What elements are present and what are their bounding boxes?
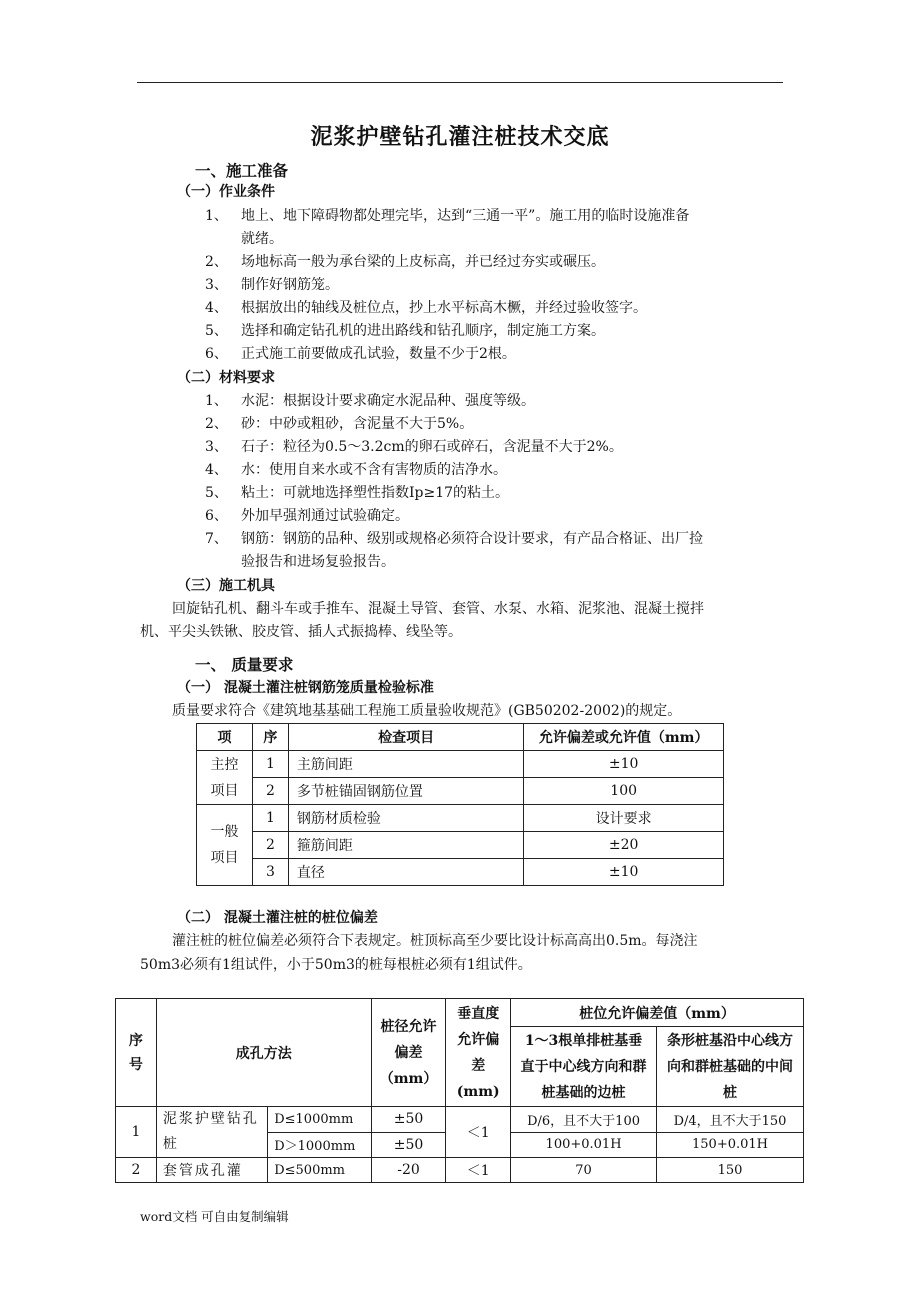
method-cell: 泥浆护壁钻孔桩 xyxy=(156,1107,267,1158)
list-item: 5、 选择和确定钻孔机的进出路线和钻孔顺序，制定施工方案。 xyxy=(205,323,605,339)
col-header: 检查项目 xyxy=(288,724,523,751)
seq-cell: 1 xyxy=(116,1107,157,1158)
seq-cell: 2 xyxy=(252,778,288,805)
vert-cell: ＜1 xyxy=(446,1158,511,1183)
list-item-cont: 就绪。 xyxy=(241,231,283,247)
paragraph-line: 50m3必须有1组试件，小于50m3的桩每根桩必须有1组试件。 xyxy=(140,957,532,973)
list-item-cont: 验报告和进场复验报告。 xyxy=(241,554,395,570)
seq-cell: 2 xyxy=(252,832,288,859)
edge-cell: 70 xyxy=(511,1158,657,1183)
condition-cell: D≤1000mm xyxy=(268,1107,371,1133)
sub3-heading: （三）施工机具 xyxy=(177,578,275,594)
mid-cell: D/4，且不大于150 xyxy=(657,1107,804,1133)
diam-cell: ±50 xyxy=(371,1132,446,1158)
col-header: 条形桩基沿中心线方向和群桩基础的中间桩 xyxy=(657,1027,804,1107)
edge-cell: D/6，且不大于100 xyxy=(511,1107,657,1133)
col-header: 序号 xyxy=(116,999,157,1107)
list-item: 4、 根据放出的轴线及桩位点，抄上水平标高木橛，并经过验收签字。 xyxy=(205,300,647,316)
value-cell: ±10 xyxy=(524,859,724,886)
col-header: 序 xyxy=(252,724,288,751)
paragraph-line: 灌注桩的桩位偏差必须符合下表规定。桩顶标高至少要比设计标高高出0.5m。每浇注 xyxy=(172,933,698,949)
list-item: 3、 石子：粒径为0.5～3.2cm的卵石或碎石，含泥量不大于2%。 xyxy=(205,439,623,455)
section1-heading: 一、施工准备 xyxy=(195,161,289,180)
value-cell: ±20 xyxy=(524,832,724,859)
col-header: 垂直度允许偏差(mm) xyxy=(446,999,511,1107)
list-item: 1、 水泥：根据设计要求确定水泥品种、强度等级。 xyxy=(205,393,535,409)
condition-cell: D≤500mm xyxy=(268,1158,371,1183)
value-cell: 设计要求 xyxy=(524,805,724,832)
value-cell: 100 xyxy=(524,778,724,805)
value-cell: ±10 xyxy=(524,751,724,778)
condition-cell: D＞1000mm xyxy=(268,1132,371,1158)
col-header: 允许偏差或允许值（mm） xyxy=(524,724,724,751)
list-item: 1、 地上、地下障碍物都处理完毕，达到“三通一平”。施工用的临时设施准备 xyxy=(205,208,690,224)
section2-heading: 一、 质量要求 xyxy=(195,655,294,674)
col-header: 成孔方法 xyxy=(156,999,371,1107)
header-rule xyxy=(137,82,783,83)
diam-cell: -20 xyxy=(371,1158,446,1183)
sub2-1-heading: （一） 混凝土灌注桩钢筋笼质量检验标准 xyxy=(177,680,434,696)
group-label: 主控项目 xyxy=(197,751,253,805)
list-item: 6、 正式施工前要做成孔试验，数量不少于2根。 xyxy=(205,346,516,362)
seq-cell: 1 xyxy=(252,751,288,778)
list-item: 7、 钢筋：钢筋的品种、级别或规格必须符合设计要求，有产品合格证、出厂捡 xyxy=(205,531,703,547)
paragraph-line: 回旋钻孔机、翻斗车或手推车、混凝土导管、套管、水泵、水箱、泥浆池、混凝土搅拌 xyxy=(172,601,704,617)
diam-cell: ±50 xyxy=(371,1107,446,1133)
item-cell: 直径 xyxy=(288,859,523,886)
seq-cell: 3 xyxy=(252,859,288,886)
vert-cell: ＜1 xyxy=(446,1107,511,1158)
item-cell: 箍筋间距 xyxy=(288,832,523,859)
rebar-cage-table xyxy=(196,723,724,886)
page-footer: word文档 可自由复制编辑 xyxy=(140,1209,289,1224)
paragraph-line: 质量要求符合《建筑地基基础工程施工质量验收规范》(GB50202-2002)的规定。 xyxy=(172,703,682,719)
method-cell: 套管成孔灌 xyxy=(156,1158,267,1183)
item-cell: 钢筋材质检验 xyxy=(288,805,523,832)
seq-cell: 1 xyxy=(252,805,288,832)
page-title: 泥浆护壁钻孔灌注桩技术交底 xyxy=(310,124,610,150)
item-cell: 多节桩锚固钢筋位置 xyxy=(288,778,523,805)
col-header: 桩径允许偏差（mm） xyxy=(371,999,446,1107)
edge-cell: 100+0.01H xyxy=(511,1132,657,1158)
col-header: 项 xyxy=(197,724,253,751)
sub2-heading: （二）材料要求 xyxy=(177,370,275,386)
pile-position-table xyxy=(115,998,804,1183)
group-label: 一般项目 xyxy=(197,805,253,886)
list-item: 5、 粘土：可就地选择塑性指数Ip≥17的粘土。 xyxy=(205,485,510,501)
list-item: 3、 制作好钢筋笼。 xyxy=(205,277,339,293)
col-header: 1～3根单排桩基垂直于中心线方向和群桩基础的边桩 xyxy=(511,1027,657,1107)
col-header: 桩位允许偏差值（mm） xyxy=(511,999,804,1027)
item-cell: 主筋间距 xyxy=(288,751,523,778)
seq-cell: 2 xyxy=(116,1158,157,1183)
sub2-2-heading: （二） 混凝土灌注桩的桩位偏差 xyxy=(177,910,378,926)
paragraph-line: 机、平尖头铁锹、胶皮管、插人式振捣棒、线坠等。 xyxy=(140,624,462,640)
list-item: 2、 砂：中砂或粗砂，含泥量不大于5%。 xyxy=(205,416,474,432)
list-item: 2、 场地标高一般为承台梁的上皮标高，并已经过夯实或碾压。 xyxy=(205,254,605,270)
sub1-heading: （一）作业条件 xyxy=(177,184,275,200)
list-item: 6、 外加早强剂通过试验确定。 xyxy=(205,508,409,524)
mid-cell: 150+0.01H xyxy=(657,1132,804,1158)
mid-cell: 150 xyxy=(657,1158,804,1183)
list-item: 4、 水：使用自来水或不含有害物质的洁净水。 xyxy=(205,462,507,478)
